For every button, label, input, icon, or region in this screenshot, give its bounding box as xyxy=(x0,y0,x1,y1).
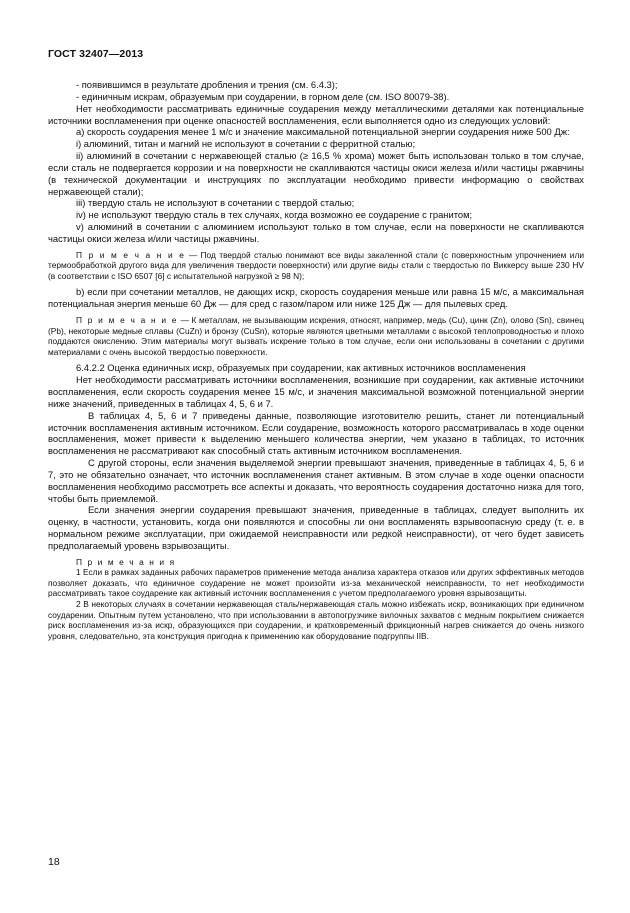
section-heading: 6.4.2.2 Оценка единичных искр, образуемых при соударении, как активных источников воспламенения xyxy=(76,362,526,374)
notes-label: П р и м е ч а н и я xyxy=(76,556,176,567)
document-body xyxy=(48,79,584,641)
note-2: 2 В некоторых случаях в сочетании нержавеющая сталь/нержавеющая сталь можно избежать искр, возникающих при единичном соударении. Опытным путем установлено, что при использовании в автопогрузчике вилочных захватов с медным покрытием снижается риск воспламенения из-за искр, образующихся при соударении, и кратковременный фрикционный нагрев снижается до очень низкого уровня, следовательно, эта конструкция пригодна к применению как оборудование подгруппы IIB. xyxy=(48,599,584,641)
condition-a-iii: iii) твердую сталь не используют в сочетании с твердой сталью; xyxy=(76,197,355,209)
note-non-sparking xyxy=(48,315,584,357)
note-1: 1 Если в рамках заданных рабочих параметров применение метода анализа характера отказов или других эффективных методов позволяет доказать, что единичное соударение не может произойти из-за механической неисправности, то нет необходимости рассматривать такое соударение как активный источник воспламенения с учетом предполагаемого уровня взрывозащиты. xyxy=(48,567,584,599)
page-number: 18 xyxy=(48,856,60,868)
condition-a-v: v) алюминий в сочетании с алюминием используют только в том случае, если на поверхности не скапливаются частицы окиси железа и/или частицы ржавчины. xyxy=(48,221,584,244)
note-hard-steel xyxy=(48,250,584,282)
list-item: - единичным искрам, образуемым при соударении, в горном деле (см. ISO 80079-38). xyxy=(76,90,450,102)
paragraph: Нет необходимости рассматривать единичные соударения между металлическими деталями как потенциальные источники воспламенения при оценке опасностей воспламенения, если выполняется одно из следующих условий: xyxy=(48,102,584,126)
note-text: — К металлам, не вызывающим искрения, относят, например, медь (Cu), цинк (Zn), олово (Sn), свинец (Pb), некоторые медные сплавы (CuZn) и бронзу (CuSn), которые являются цветными металлами с высокой теплопроводностью и плохо поддаются окислению. Этим материалы могут вызвать искрение только в том случае, если они использованы в сочетании с другими материалами с очень высокой твердостью поверхности. xyxy=(48,315,584,357)
condition-b: b) если при сочетании металлов, не дающих искр, скорость соударения меньше или равна 15 м/с, а максимальная потенциальная энергия меньше 60 Дж — для сред с газом/паром или ниже 125 Дж — для пылевых сред. xyxy=(48,286,584,310)
note-label: П р и м е ч а н и е xyxy=(76,315,179,326)
condition-a-i: i) алюминий, титан и магний не используют в сочетании с ферритной сталью; xyxy=(76,138,416,150)
standard-header: ГОСТ 32407—2013 xyxy=(48,48,144,60)
paragraph: С другой стороны, если значения выделяемой энергии превышают значения, приведенные в таблицах 4, 5, 6 и 7, это не обязательно означает, что источник воспламенения станет активным. В этом случае в ходе оценки опасности воспламенения необходимо рассмотреть все аспекты и доказать, что вероятность соударения достаточно низка для того, чтобы быть приемлемой. xyxy=(48,457,584,504)
note-text: — Под твердой сталью понимают все виды закаленной стали (с поверхностным упрочнением или термообработкой другого вида для увеличения твердости поверхности) или другие виды стали с твердостью по Виккерсу выше 230 HV (в соответствии с ISO 6507 [6] с испытательной нагрузкой ≥ 98 N); xyxy=(48,249,584,281)
condition-a-iv: iv) не используют твердую сталь в тех случаях, когда возможно ее соударение с гранитом; xyxy=(76,209,473,221)
paragraph: Нет необходимости рассматривать источники воспламенения, возникшие при соударении, как активные источники воспламенения, если скорость соударения менее 15 м/с, и значения максимальной возможной потенциальной энергии ниже значений, приведенных в таблицах 4, 5, 6 и 7. xyxy=(48,374,584,409)
paragraph: Если значения энергии соударения превышают значения, приведенные в таблицах, следует выполнить их оценку, в частности, установить, когда они появляются и способны ли они воспламенять взрывоопасную среду (т. е. в нормальном режиме эксплуатации, при ожидаемой неисправности или редкой неисправности), от чего будет зависеть предполагаемый уровень взрывозащиты. xyxy=(48,504,584,551)
paragraph: В таблицах 4, 5, 6 и 7 приведены данные, позволяющие изготовителю решить, станет ли потенциальный источник воспламенения активным источником. Если соударение, возможность которого рассматривалась в ходе оценки воспламенения, может привести к выделению меньшего количества энергии, чем указано в таблицах, то источник воспламенения не рассматривают как способный стать активным источником воспламенения. xyxy=(48,409,584,457)
condition-a-ii: ii) алюминий в сочетании с нержавеющей сталью (≥ 16,5 % хрома) может быть использован только в том случае, если сталь не подвергается коррозии и на поверхности не скапливаются частицы окиси железа и/или частицы ржавчины (в технической документации и инструкциях по эксплуатации необходимо привести информацию о свойствах нержавеющей стали); xyxy=(48,150,584,197)
condition-a: а) скорость соударения менее 1 м/с и значение максимальной потенциальной энергии соударения ниже 500 Дж: xyxy=(76,126,570,138)
note-label: П р и м е ч а н и е xyxy=(76,249,186,260)
list-item: - появившимся в результате дробления и трения (см. 6.4.3); xyxy=(76,79,338,90)
